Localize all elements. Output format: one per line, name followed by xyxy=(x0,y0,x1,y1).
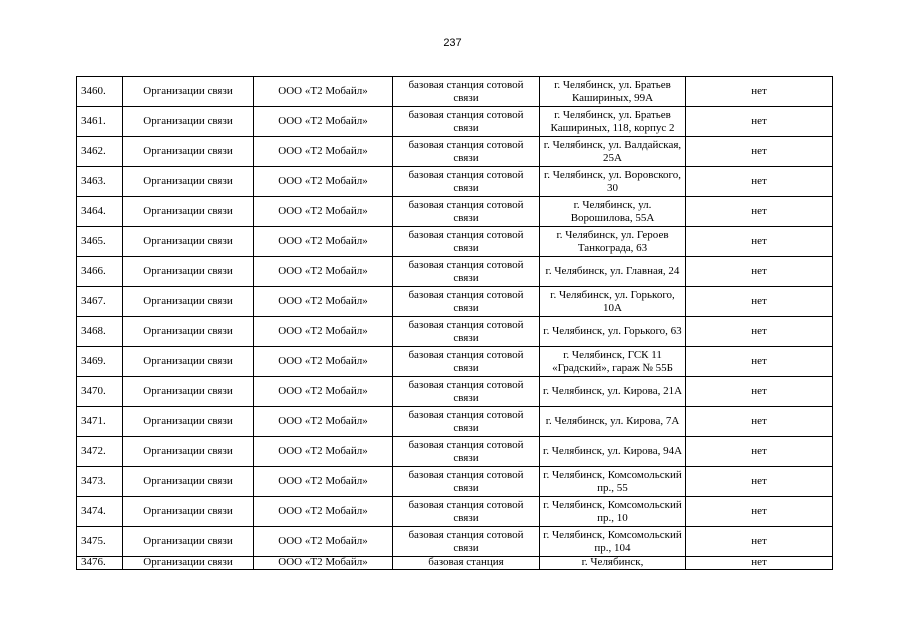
row-address: г. Челябинск, ул. Кирова, 21А xyxy=(540,377,686,407)
row-flag: нет xyxy=(686,107,833,137)
row-organization: ООО «Т2 Мобайл» xyxy=(254,197,393,227)
row-category: Организации связи xyxy=(123,137,254,167)
row-number: 3472. xyxy=(77,437,123,467)
row-object: базовая станция сотовой связи xyxy=(393,227,540,257)
row-number: 3464. xyxy=(77,197,123,227)
row-category: Организации связи xyxy=(123,437,254,467)
row-object: базовая станция сотовой связи xyxy=(393,107,540,137)
table-row xyxy=(77,467,833,497)
row-number: 3473. xyxy=(77,467,123,497)
row-address: г. Челябинск, ул. Валдайская, 25А xyxy=(540,137,686,167)
row-category: Организации связи xyxy=(123,167,254,197)
row-flag: нет xyxy=(686,77,833,107)
row-number: 3471. xyxy=(77,407,123,437)
row-category: Организации связи xyxy=(123,107,254,137)
table-row xyxy=(77,437,833,467)
row-organization: ООО «Т2 Мобайл» xyxy=(254,527,393,557)
row-number: 3462. xyxy=(77,137,123,167)
row-address: г. Челябинск, ГСК 11 «Градский», гараж № 55Б xyxy=(540,347,686,377)
row-flag: нет xyxy=(686,527,833,557)
row-category: Организации связи xyxy=(123,467,254,497)
row-object: базовая станция сотовой связи xyxy=(393,347,540,377)
row-flag: нет xyxy=(686,467,833,497)
row-object: базовая станция сотовой связи xyxy=(393,527,540,557)
row-address: г. Челябинск, ул. Братьев Кашириных, 99А xyxy=(540,77,686,107)
row-flag: нет xyxy=(686,317,833,347)
row-organization: ООО «Т2 Мобайл» xyxy=(254,137,393,167)
row-organization: ООО «Т2 Мобайл» xyxy=(254,557,393,570)
table-row xyxy=(77,527,833,557)
row-flag: нет xyxy=(686,257,833,287)
row-object: базовая станция сотовой связи xyxy=(393,167,540,197)
row-flag: нет xyxy=(686,437,833,467)
row-address: г. Челябинск, ул. Горького, 63 xyxy=(540,317,686,347)
row-object: базовая станция сотовой связи xyxy=(393,497,540,527)
row-number: 3470. xyxy=(77,377,123,407)
row-organization: ООО «Т2 Мобайл» xyxy=(254,347,393,377)
row-category: Организации связи xyxy=(123,377,254,407)
row-object: базовая станция сотовой связи xyxy=(393,77,540,107)
row-address: г. Челябинск, xyxy=(540,557,686,570)
row-organization: ООО «Т2 Мобайл» xyxy=(254,227,393,257)
row-flag: нет xyxy=(686,227,833,257)
row-organization: ООО «Т2 Мобайл» xyxy=(254,107,393,137)
row-address: г. Челябинск, ул. Горького, 10А xyxy=(540,287,686,317)
row-number: 3469. xyxy=(77,347,123,377)
row-address: г. Челябинск, Комсомольский пр., 55 xyxy=(540,467,686,497)
row-object: базовая станция сотовой связи xyxy=(393,287,540,317)
table-row xyxy=(77,407,833,437)
row-number: 3463. xyxy=(77,167,123,197)
row-category: Организации связи xyxy=(123,527,254,557)
row-flag: нет xyxy=(686,347,833,377)
row-number: 3460. xyxy=(77,77,123,107)
row-object: базовая станция сотовой связи xyxy=(393,137,540,167)
row-category: Организации связи xyxy=(123,227,254,257)
row-organization: ООО «Т2 Мобайл» xyxy=(254,437,393,467)
row-organization: ООО «Т2 Мобайл» xyxy=(254,407,393,437)
table-row xyxy=(77,257,833,287)
row-number: 3468. xyxy=(77,317,123,347)
row-address: г. Челябинск, ул. Героев Танкограда, 63 xyxy=(540,227,686,257)
row-number: 3476. xyxy=(77,557,123,570)
table-row xyxy=(77,167,833,197)
row-flag: нет xyxy=(686,407,833,437)
row-object: базовая станция сотовой связи xyxy=(393,197,540,227)
table-row-partial xyxy=(77,557,833,570)
row-organization: ООО «Т2 Мобайл» xyxy=(254,377,393,407)
row-object: базовая станция сотовой связи xyxy=(393,467,540,497)
row-flag: нет xyxy=(686,497,833,527)
row-flag: нет xyxy=(686,197,833,227)
row-flag: нет xyxy=(686,167,833,197)
row-category: Организации связи xyxy=(123,257,254,287)
row-flag: нет xyxy=(686,377,833,407)
table-row xyxy=(77,287,833,317)
registry-table xyxy=(76,76,833,570)
row-address: г. Челябинск, ул. Братьев Кашириных, 118, корпус 2 xyxy=(540,107,686,137)
row-category: Организации связи xyxy=(123,317,254,347)
row-organization: ООО «Т2 Мобайл» xyxy=(254,167,393,197)
table-row xyxy=(77,347,833,377)
row-address: г. Челябинск, ул. Кирова, 7А xyxy=(540,407,686,437)
table-row xyxy=(77,137,833,167)
row-address: г. Челябинск, ул. Воровского, 30 xyxy=(540,167,686,197)
row-object: базовая станция сотовой связи xyxy=(393,407,540,437)
row-organization: ООО «Т2 Мобайл» xyxy=(254,257,393,287)
row-category: Организации связи xyxy=(123,197,254,227)
row-flag: нет xyxy=(686,137,833,167)
table-row xyxy=(77,107,833,137)
row-number: 3474. xyxy=(77,497,123,527)
row-address: г. Челябинск, ул. Кирова, 94А xyxy=(540,437,686,467)
row-object: базовая станция xyxy=(393,557,540,570)
table-row xyxy=(77,377,833,407)
row-number: 3467. xyxy=(77,287,123,317)
row-object: базовая станция сотовой связи xyxy=(393,377,540,407)
row-organization: ООО «Т2 Мобайл» xyxy=(254,317,393,347)
row-category: Организации связи xyxy=(123,77,254,107)
row-address: г. Челябинск, ул. Главная, 24 xyxy=(540,257,686,287)
row-category: Организации связи xyxy=(123,497,254,527)
row-address: г. Челябинск, Комсомольский пр., 10 xyxy=(540,497,686,527)
row-category: Организации связи xyxy=(123,347,254,377)
row-organization: ООО «Т2 Мобайл» xyxy=(254,287,393,317)
row-address: г. Челябинск, Комсомольский пр., 104 xyxy=(540,527,686,557)
row-organization: ООО «Т2 Мобайл» xyxy=(254,77,393,107)
table-row xyxy=(77,227,833,257)
row-organization: ООО «Т2 Мобайл» xyxy=(254,467,393,497)
table-row xyxy=(77,497,833,527)
row-category: Организации связи xyxy=(123,287,254,317)
table-row xyxy=(77,317,833,347)
row-category: Организации связи xyxy=(123,557,254,570)
row-address: г. Челябинск, ул. Ворошилова, 55А xyxy=(540,197,686,227)
row-category: Организации связи xyxy=(123,407,254,437)
row-number: 3475. xyxy=(77,527,123,557)
row-flag: нет xyxy=(686,287,833,317)
table-row xyxy=(77,77,833,107)
row-number: 3461. xyxy=(77,107,123,137)
row-number: 3465. xyxy=(77,227,123,257)
row-object: базовая станция сотовой связи xyxy=(393,257,540,287)
page-number: 237 xyxy=(443,37,462,49)
table-row xyxy=(77,197,833,227)
row-number: 3466. xyxy=(77,257,123,287)
row-object: базовая станция сотовой связи xyxy=(393,437,540,467)
row-organization: ООО «Т2 Мобайл» xyxy=(254,497,393,527)
row-flag: нет xyxy=(686,557,833,570)
row-object: базовая станция сотовой связи xyxy=(393,317,540,347)
